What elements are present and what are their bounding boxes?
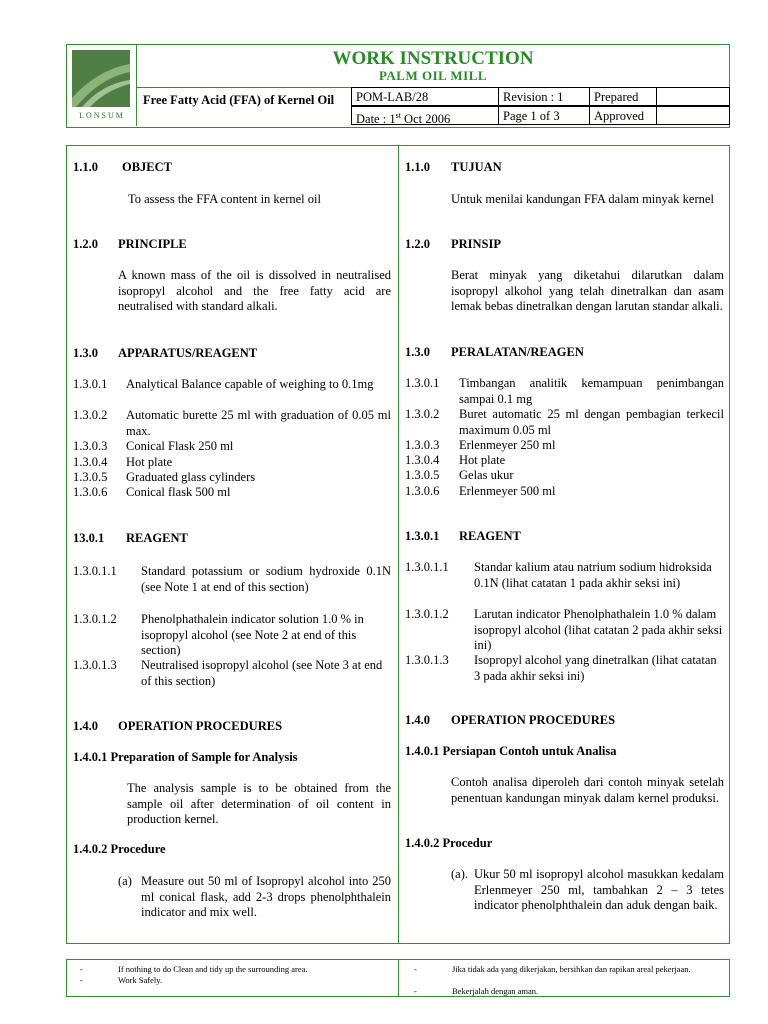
section-heading-reagent: REAGENT — [126, 531, 188, 545]
section-heading-apparatus: APPARATUS/REAGENT — [118, 346, 258, 360]
peralatan-item: Hot plate — [459, 453, 506, 467]
item-number: 1.3.0.4 — [73, 455, 108, 469]
section-heading-peralatan: PERALATAN/REAGEN — [451, 345, 584, 359]
peralatan-item: Timbangan analitik kemampuan penimbangan sampai 0.1 mg — [459, 376, 724, 406]
item-number: 1.3.0.1 — [405, 376, 440, 390]
peralatan-item: Gelas ukur — [459, 468, 514, 482]
footer-bullet: - — [80, 975, 83, 985]
leaf-logo-icon — [72, 50, 130, 107]
section-number: 1.3.0.1 — [405, 529, 440, 543]
principle-text: A known mass of the oil is dissolved in neutralised isopropyl alcohol and the free fatty acid are neutralised with standard alkali. — [118, 268, 391, 313]
footer-right-line-2: Bekerjalah dengan aman. — [452, 986, 539, 996]
apparatus-item: Conical flask 500 ml — [126, 485, 231, 499]
approved-label: Approved — [589, 106, 657, 125]
item-number: 1.3.0.2 — [73, 408, 108, 422]
page-subtitle: PALM OIL MILL — [378, 68, 488, 83]
reagent-item: Larutan indicator Phenolphathalein 1.0 % dalam isopropyl alcohol (lihat catatan 2 pada akhir seksi ini) — [474, 607, 723, 652]
reagent-item: Isopropyl alcohol yang dinetralkan (lihat catatan 3 pada akhir seksi ini) — [474, 653, 717, 683]
section-heading-prinsip: PRINSIP — [451, 237, 502, 251]
section-number: 1.3.0 — [73, 346, 98, 360]
apparatus-item: Graduated glass cylinders — [126, 470, 256, 484]
reagent-number: 1.3.0.1.3 — [405, 653, 449, 667]
section-number: 1.4.0 — [73, 719, 98, 733]
peralatan-item: Erlenmeyer 250 ml — [459, 438, 556, 452]
prepared-value — [656, 87, 730, 106]
subsection-heading-procedure: 1.4.0.2 Procedure — [73, 842, 166, 856]
page-title: WORK INSTRUCTION — [332, 48, 534, 69]
section-number: 1.2.0 — [73, 237, 98, 251]
doc-number: POM-LAB/28 — [351, 87, 499, 106]
section-heading-reagent: REAGENT — [459, 529, 521, 543]
item-number: 1.3.0.6 — [405, 484, 440, 498]
reagent-number: 1.3.0.1.1 — [405, 560, 449, 574]
apparatus-item: Conical Flask 250 ml — [126, 439, 234, 453]
procedure-step-a: Measure out 50 ml of Isopropyl alcohol into 250 ml conical flask, add 2-3 drops phenolphthalein indicator and mix well. — [141, 874, 391, 919]
footer-right-line-1: Jika tidak ada yang dikerjakan, bersihkan dan rapikan areal pekerjaan. — [452, 964, 691, 974]
reagent-item: Standard potassium or sodium hydroxide 0.1N (see Note 1 at end of this section) — [141, 564, 391, 594]
page-number: Page 1 of 3 — [498, 106, 590, 125]
reagent-item: Neutralised isopropyl alcohol (see Note 3 at end of this section) — [141, 658, 383, 688]
logo-wordmark: LONSUM — [79, 111, 125, 120]
reagent-number: 1.3.0.1.1 — [73, 564, 117, 578]
subsection-heading-preparation: 1.4.0.1 Preparation of Sample for Analysis — [73, 750, 298, 764]
procedure-label: (a) — [118, 874, 132, 888]
preparation-text: The analysis sample is to be obtained from the sample oil after determination of oil content in production kernel. — [127, 781, 391, 826]
peralatan-item: Erlenmeyer 500 ml — [459, 484, 556, 498]
procedure-step-a: Ukur 50 ml isopropyl alcohol masukkan kedalam Erlenmeyer 250 ml, tambahkan 2 – 3 tetes indicator phenolphthalein dan aduk dengan baik. — [474, 867, 724, 912]
date-cell — [351, 106, 499, 125]
section-heading-operation: OPERATION PROCEDURES — [118, 719, 283, 733]
item-number: 1.3.0.5 — [405, 468, 440, 482]
apparatus-item: Analytical Balance capable of weighing to 0.1mg — [126, 377, 374, 391]
section-heading-operation: OPERATION PROCEDURES — [451, 713, 616, 727]
item-number: 1.3.0.4 — [405, 453, 440, 467]
footer-bullet: - — [80, 964, 83, 974]
item-number: 1.3.0.6 — [73, 485, 108, 499]
reagent-number: 1.3.0.1.2 — [405, 607, 449, 621]
persiapan-text: Contoh analisa diperoleh dari contoh minyak setelah penentuan kandungan minyak dalam kernel produksi. — [451, 775, 724, 805]
footer-left-line-1: If nothing to do Clean and tidy up the surrounding area. — [118, 964, 308, 974]
section-heading-principle: PRINCIPLE — [118, 237, 187, 251]
apparatus-item: Automatic burette 25 ml with graduation of 0.05 ml max. — [126, 408, 391, 438]
section-heading-tujuan: TUJUAN — [451, 160, 502, 174]
column-divider — [398, 145, 399, 944]
subsection-heading-procedur: 1.4.0.2 Procedur — [405, 836, 493, 850]
date-prefix: Date : 1 — [356, 112, 396, 127]
reagent-item: Standar kalium atau natrium sodium hidroksida 0.1N (lihat catatan 1 pada akhir seksi ini) — [474, 560, 712, 590]
footer-bullet: - — [414, 986, 417, 996]
footer-left-line-2: Work Safely. — [118, 975, 163, 985]
object-text: To assess the FFA content in kernel oil — [128, 192, 321, 206]
document-title: Free Fatty Acid (FFA) of Kernel Oil — [143, 93, 335, 107]
section-number: 1.2.0 — [405, 237, 430, 251]
apparatus-item: Hot plate — [126, 455, 173, 469]
subsection-heading-persiapan: 1.4.0.1 Persiapan Contoh untuk Analisa — [405, 744, 617, 758]
tujuan-text: Untuk menilai kandungan FFA dalam minyak kernel — [451, 192, 714, 206]
date-suffix: Oct 2006 — [400, 112, 451, 127]
item-number: 1.3.0.1 — [73, 377, 108, 391]
section-number: 1.1.0 — [405, 160, 430, 174]
approved-value — [656, 106, 730, 125]
section-number: 1.4.0 — [405, 713, 430, 727]
prinsip-text: Berat minyak yang diketahui dilarutkan dalam isopropyl alkohol yang telah dinetralkan dan asam lemak bebas dinetralkan dengan larutan standar alkali. — [451, 268, 724, 313]
reagent-item: Phenolphathalein indicator solution 1.0 % in isopropyl alcohol (see Note 2 at end of this section) — [141, 612, 364, 657]
section-number: 1.1.0 — [73, 160, 98, 174]
footer-divider — [398, 959, 399, 997]
item-number: 1.3.0.3 — [73, 439, 108, 453]
footer-bullet: - — [414, 964, 417, 974]
date-sup: st — [395, 111, 401, 120]
revision-cell: Revision : 1 — [498, 87, 590, 106]
item-number: 1.3.0.5 — [73, 470, 108, 484]
reagent-number: 1.3.0.1.2 — [73, 612, 117, 626]
title-area — [137, 45, 729, 88]
reagent-number: 1.3.0.1.3 — [73, 658, 117, 672]
prepared-label: Prepared — [589, 87, 657, 106]
peralatan-item: Buret automatic 25 ml dengan pembagian terkecil maximum 0.05 ml — [459, 407, 724, 437]
procedure-label: (a). — [451, 867, 468, 881]
section-heading-object: OBJECT — [122, 160, 173, 174]
item-number: 1.3.0.3 — [405, 438, 440, 452]
section-number: 13.0.1 — [73, 531, 105, 545]
company-logo — [67, 45, 137, 126]
item-number: 1.3.0.2 — [405, 407, 440, 421]
section-number: 1.3.0 — [405, 345, 430, 359]
